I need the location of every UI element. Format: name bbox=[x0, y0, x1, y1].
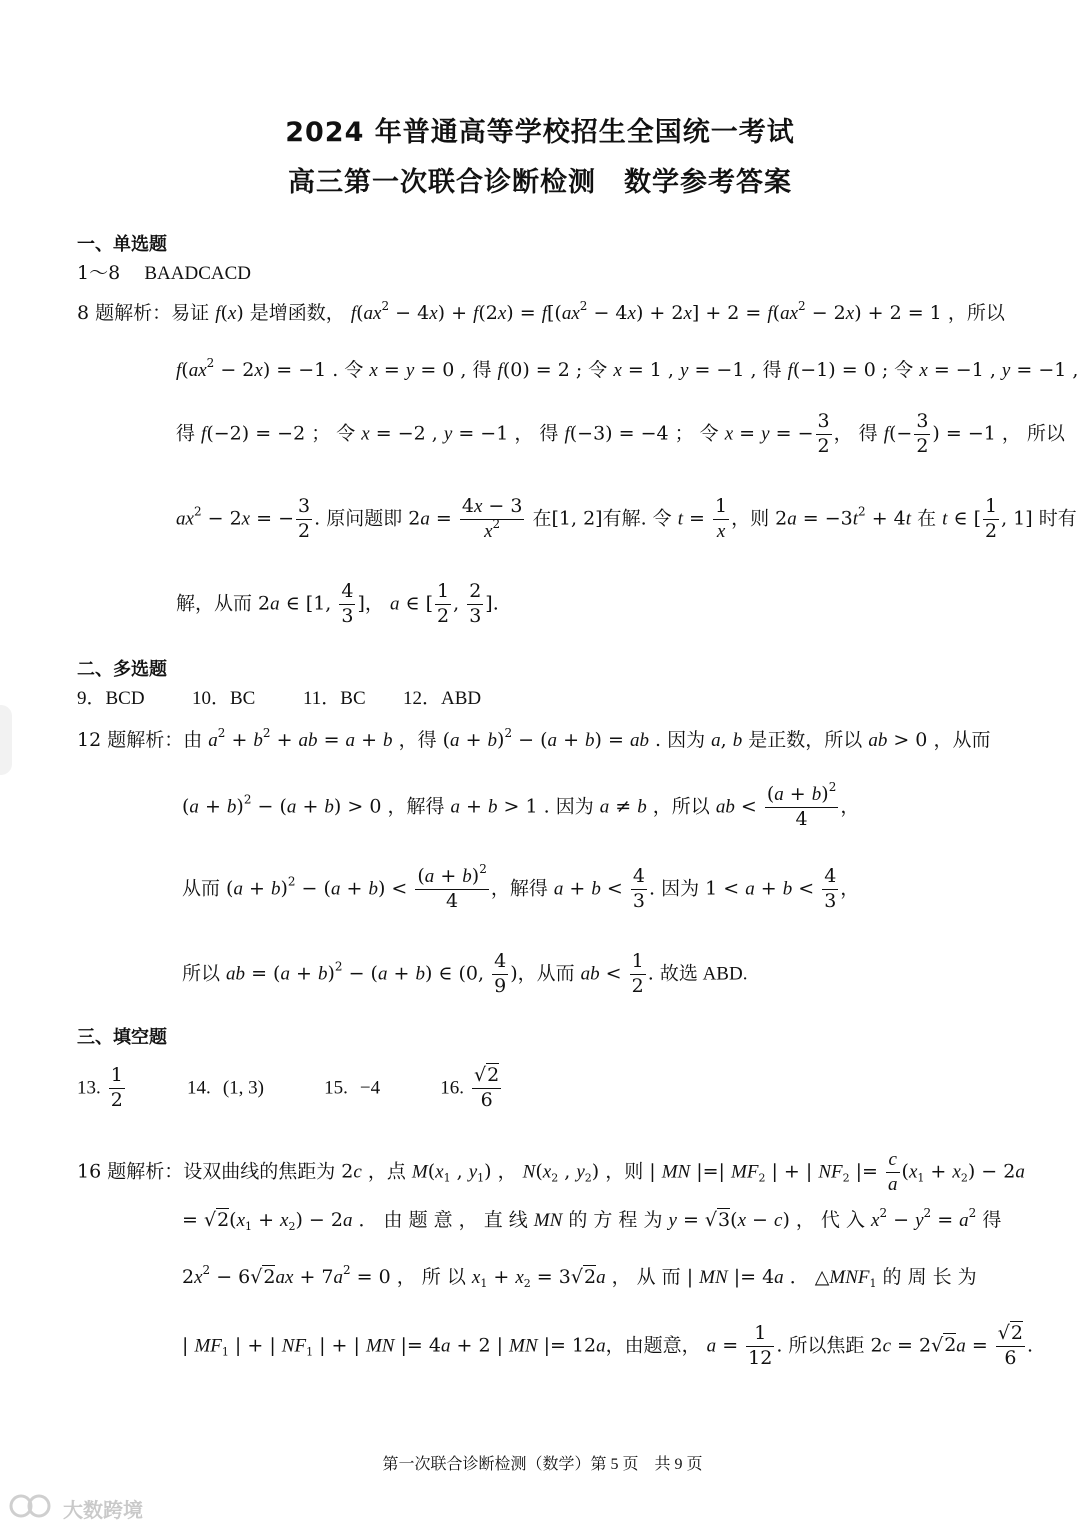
q8-analysis-line5: 解，从而 2a ∈ [1, $\frac{4}{3}$ ]， a ∈ [ $\frac{1}{2}$ , $\frac{2}{3}$ ]. bbox=[176, 580, 499, 627]
q8-analysis-line4: $ax^2 - 2x$ = − $\frac{3}{2}$ . 原问题即 2a = $\frac{4x - 3}{x^2}$ 在[1, 2]有解. 令 t = $\frac{1}{x}$ ，则 $2a = -3t^2 + 4t$ 在 t ∈ [ $\frac{1}{2}$ , 1] 时有 bbox=[176, 495, 1077, 542]
answers-range: 1～8 bbox=[77, 262, 121, 284]
q8-label: 8 题解析： bbox=[77, 302, 172, 324]
q16-analysis-label: 16 题解析： bbox=[77, 1160, 184, 1183]
q16-analysis-line1: 16 题解析：设双曲线的焦距为 2c ，点 $M(x_1$ , $y_1$) ， $N(x_2$ , $y_2$) ，则 | MN |=| $MF_2$ | + | $NF_2$ |= $\frac{c}{a}$ $(x_1 + x_2) - 2a$ bbox=[77, 1149, 1025, 1195]
section-heading-single-choice: 一、单选题 bbox=[77, 234, 167, 255]
q16-analysis-line2: = $√2(x_1 + x_2) - 2a$ ． 由 题 意 ， 直 线 MN 的 方 程 为 y = √3(x − c) ， 代 入 $x^2 - y^2 = a^2$ 得 bbox=[182, 1206, 1002, 1233]
q16-label: 16. bbox=[440, 1077, 464, 1099]
q8-analysis-line2: $f(ax^2 - 2x) = -1$ . 令 x = y = 0 , 得 f(0) = 2 ; 令 x = 1 , y = −1 , 得 f(−1) = 0 ; 令 x = −1 , y = −1 , bbox=[176, 356, 1079, 381]
q12-label: 12 题解析： bbox=[77, 729, 184, 751]
q12-analysis-line3: 从而 $(a + b)^2 - (a + b)$ < $\frac{(a + b)^2}{4}$ ，解得 a + b < $\frac{4}{3}$ . 因为 1 < a + b < $\frac{4}{3}$ ， bbox=[182, 862, 860, 912]
multi-answer-9: 9．BCD bbox=[77, 688, 145, 709]
q12-analysis-line1: 12 题解析：由 $a^2 + b^2$ + ab = a + b ，得 $(a + b)^2 - (a + b)$ = ab . 因为 a, b 是正数，所以 ab > 0 ，从而 bbox=[77, 726, 991, 751]
q8-analysis-line1: 8 题解析：易证 f(x) 是增函数， $f(ax^2 - 4x) + f(2x) = f[(ax^2 - 4x) + 2x] + 2 = f(ax^2 - 2x) + 2 = 1$ ，所以 bbox=[77, 299, 1005, 324]
section-heading-fill-blank: 三、填空题 bbox=[77, 1027, 167, 1048]
q12-analysis-line4: 所以 ab = $(a + b)^2 - (a + b)$ ∈ (0, $\frac{4}{9}$ )，从而 ab < $\frac{1}{2}$ . 故选 ABD. bbox=[182, 950, 748, 997]
q16-analysis-line3: $2x^2 - 6√2ax + 7a^2 = 0$ ， 所 以 $x_1 + x_2 = 3√2a$ ， 从 而 | MN |= 4a ． $\triangle MNF_1$ 的 周 长 为 bbox=[182, 1263, 977, 1290]
single-choice-answers bbox=[77, 258, 251, 285]
multi-answer-10: 10．BC bbox=[192, 688, 256, 709]
q13-label: 13. bbox=[77, 1077, 101, 1099]
fill-answers: 13. $\frac{1}{2}$ 14. (1, 3) 15. −4 16. $\frac{√2}{6}$ bbox=[77, 1064, 500, 1111]
multi-answer-12: 12．ABD bbox=[403, 688, 482, 709]
q15-label: 15. bbox=[324, 1077, 348, 1099]
q8-conclusion: 解，从而 bbox=[176, 592, 253, 615]
q8-analysis-line3: 得 f(−2) = −2 ； 令 x = −2 , y = −1 ， 得 f(−3) = −4 ； 令 x = y = − $\frac{3}{2}$ ， 得 f(− $\frac{3}{2}$ ) = −1 ， 所以 bbox=[176, 410, 1065, 457]
q14-label: 14. bbox=[186, 1077, 211, 1099]
q16-analysis-line4: | $MF_1$ | + | $NF_1$ | + | MN |= 4a + 2 | MN |= 12a，由题意， a = $\frac{1}{12}$ . 所以焦距 2c = 2√2a = $\frac{√2}{6}$ . bbox=[182, 1322, 1034, 1369]
watermark bbox=[8, 1493, 143, 1524]
scroll-edge-shadow bbox=[0, 705, 12, 775]
page-title: 2024 年普通高等学校招生全国统一考试 bbox=[285, 117, 795, 148]
multi-answer-11: 11．BC bbox=[303, 688, 366, 709]
q15-answer: −4 bbox=[359, 1077, 381, 1099]
watermark-logo-icon bbox=[8, 1493, 52, 1524]
page-footer: 第一次联合诊断检测（数学）第 5 页 共 9 页 bbox=[382, 1456, 703, 1473]
page-subtitle: 高三第一次联合诊断检测 数学参考答案 bbox=[288, 167, 792, 198]
q12-final: 故选 ABD. bbox=[659, 963, 748, 985]
answers-value: BAADCACD bbox=[144, 263, 251, 284]
watermark-text: 大数跨境 bbox=[62, 1498, 143, 1522]
section-heading-multi-choice: 二、多选题 bbox=[77, 659, 167, 680]
q14-answer: (1, 3) bbox=[222, 1077, 264, 1099]
q12-analysis-line2: $(a + b)^2 - (a + b) > 0$ ，解得 a + b > 1 . 因为 a ≠ b ，所以 ab < $\frac{(a + b)^2}{4}$ ， bbox=[182, 780, 860, 830]
